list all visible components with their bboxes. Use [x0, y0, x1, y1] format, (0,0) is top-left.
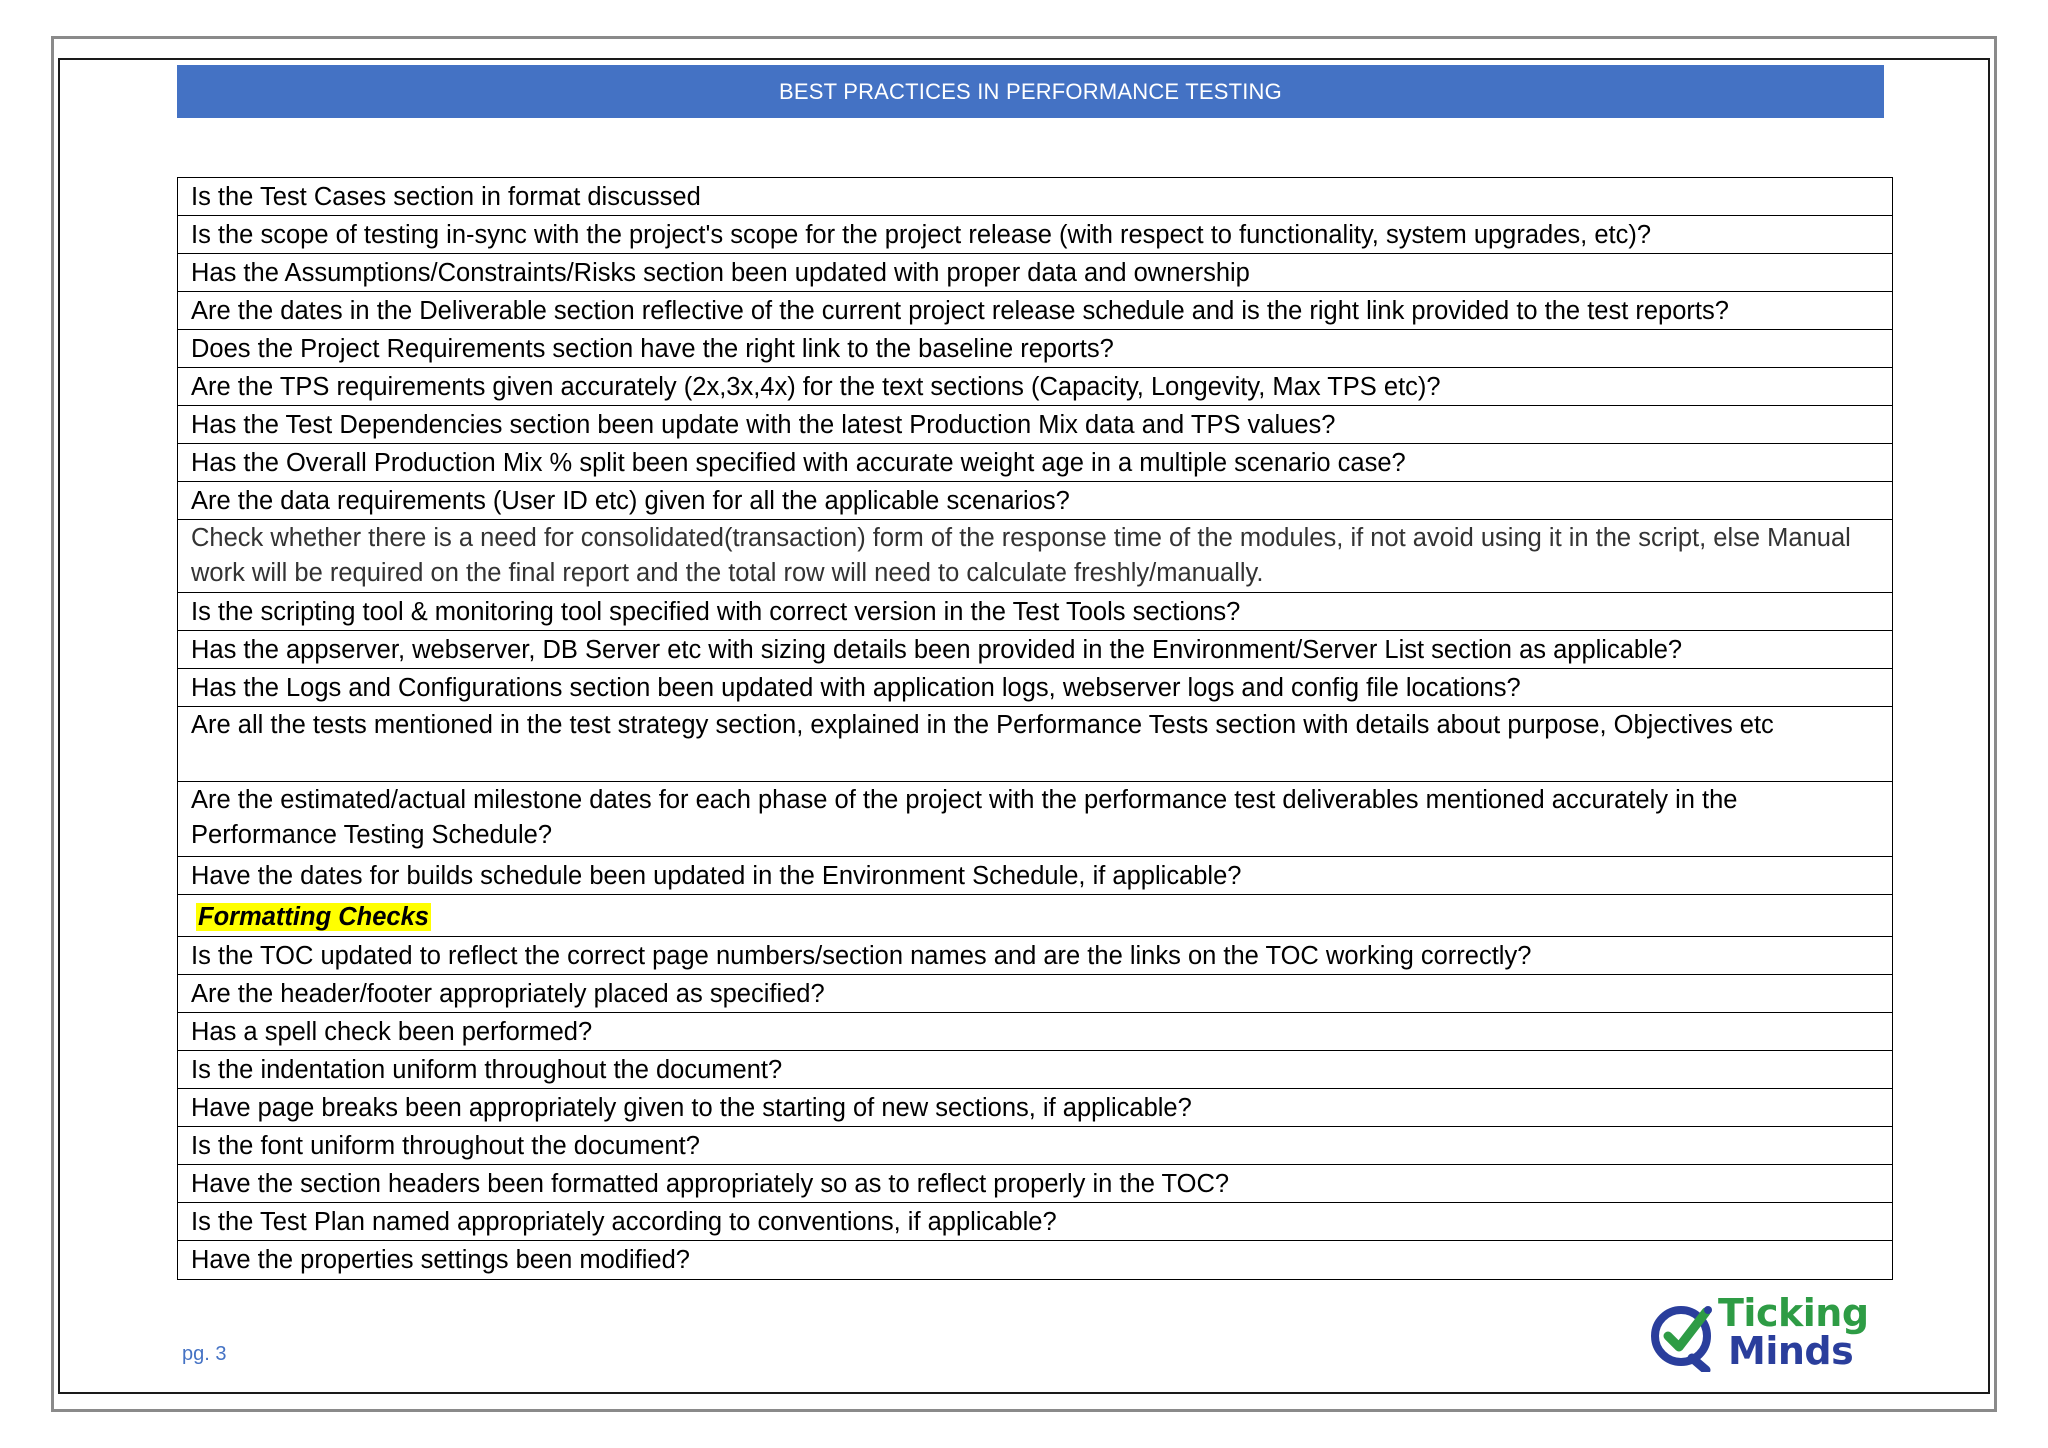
checklist-row: Have the properties settings been modified? [191, 1246, 690, 1274]
checklist-row: Is the Test Plan named appropriately according to conventions, if applicable? [178, 1203, 1892, 1241]
checklist-row: Is the Test Cases section in format discussed [178, 178, 1892, 216]
formatting-section-label: Formatting Checks [198, 903, 429, 931]
checklist-row: Are the header/footer appropriately placed as specified? [178, 975, 1892, 1013]
checklist-row: Are the TPS requirements given accurately (2x,3x,4x) for the text sections (Capacity, Longevity, Max TPS etc)? [178, 368, 1892, 406]
page-number: pg. 3 [182, 1343, 227, 1365]
checklist-row: Is the TOC updated to reflect the correct page numbers/section names and are the links on the TOC working correctly? [178, 937, 1892, 975]
checklist-row: Check whether there is a need for consolidated(transaction) form of the response time of the modules, if not avoid using it in the script, else Manual work will be required on the final report and the total row will need to calculate freshly/manually. [178, 520, 1892, 593]
checklist-row: Has a spell check been performed? [178, 1013, 1892, 1051]
checklist-row: Has the Logs and Configurations section been updated with application logs, webserver logs and config file locations? [178, 669, 1892, 707]
checklist-row: Is the scope of testing in-sync with the project's scope for the project release (with respect to functionality, system upgrades, etc)? [178, 216, 1892, 254]
checklist-row: Are all the tests mentioned in the test strategy section, explained in the Performance Tests section with details about purpose, Objectives etc [178, 707, 1892, 782]
logo-text-ticking: Ticking [1718, 1291, 1869, 1335]
logo-text-minds: Minds [1728, 1329, 1854, 1373]
checklist-row: Has the Test Dependencies section been update with the latest Production Mix data and TPS values? [178, 406, 1892, 444]
checklist-row: Has the Overall Production Mix % split been specified with accurate weight age in a multiple scenario case? [178, 444, 1892, 482]
checklist-row: Is the indentation uniform throughout the document? [178, 1051, 1892, 1089]
checklist-row: Does the Project Requirements section have the right link to the baseline reports? [178, 330, 1892, 368]
document-header [177, 65, 1884, 118]
checklist-table [177, 177, 1893, 1280]
checklist-row: Are the estimated/actual milestone dates for each phase of the project with the performance test deliverables mentioned accurately in the Performance Testing Schedule? [178, 782, 1892, 857]
document-title: BEST PRACTICES IN PERFORMANCE TESTING [779, 78, 1282, 104]
logo-wordmark [1718, 1291, 1869, 1373]
checklist-row: Have the dates for builds schedule been updated in the Environment Schedule, if applicable? [178, 857, 1892, 895]
checklist-row: Have page breaks been appropriately given to the starting of new sections, if applicable? [178, 1089, 1892, 1127]
ticking-minds-logo [1648, 1291, 1878, 1376]
checklist-row: Is the font uniform throughout the document? [178, 1127, 1892, 1165]
checklist-row: Has the Assumptions/Constraints/Risks section been updated with proper data and ownership [178, 254, 1892, 292]
check-circle-icon [1648, 1300, 1720, 1372]
checklist-row: Are the data requirements (User ID etc) given for all the applicable scenarios? [178, 482, 1892, 520]
checklist-row: Is the scripting tool & monitoring tool specified with correct version in the Test Tools sections? [178, 593, 1892, 631]
formatting-section-row [178, 895, 1892, 937]
checklist-row: Have the section headers been formatted appropriately so as to reflect properly in the TOC? [178, 1165, 1892, 1203]
checklist-row: Has the appserver, webserver, DB Server etc with sizing details been provided in the Environment/Server List section as applicable? [178, 631, 1892, 669]
checklist-row: Are the dates in the Deliverable section reflective of the current project release schedule and is the right link provided to the test reports? [178, 292, 1892, 330]
